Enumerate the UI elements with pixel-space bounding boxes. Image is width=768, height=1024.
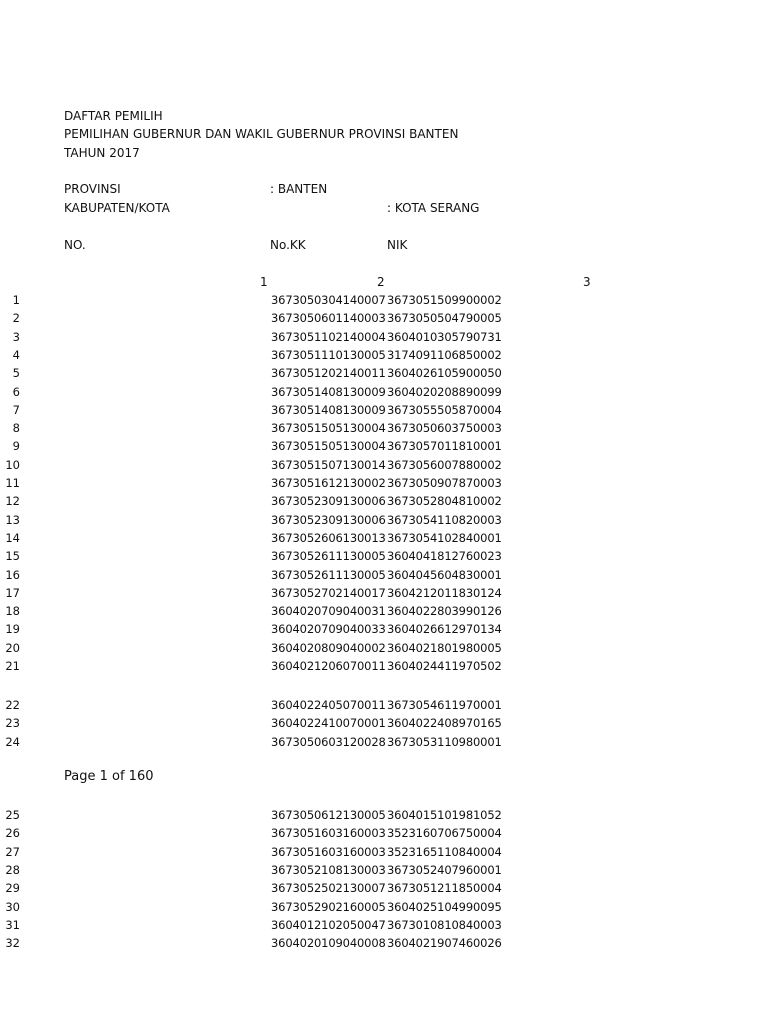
row-number: 11 xyxy=(5,476,20,490)
table-row xyxy=(0,604,520,622)
row-kk: 3604020709040033 xyxy=(271,622,386,637)
row-kk: 3673052902160005 xyxy=(271,899,386,914)
document-subtitle: PEMILIHAN GUBERNUR DAN WAKIL GUBERNUR PROVINSI BANTEN xyxy=(64,127,459,141)
row-number: 28 xyxy=(5,862,20,877)
provinsi-value: : BANTEN xyxy=(270,182,328,196)
row-nik: 3604212011830124 xyxy=(387,585,502,600)
row-kk: 3604022410070001 xyxy=(271,716,386,731)
table-row xyxy=(0,936,520,954)
row-nik: 3604022408970165 xyxy=(387,716,502,731)
row-nik: 3604041812760023 xyxy=(387,549,502,564)
row-number: 5 xyxy=(12,366,20,381)
row-number: 20 xyxy=(5,640,20,655)
table-row xyxy=(0,622,520,640)
row-nik: 3604025104990095 xyxy=(387,899,502,914)
row-nik: 3673055505870004 xyxy=(387,402,502,417)
table-row xyxy=(0,385,520,403)
table-row xyxy=(0,659,520,677)
row-kk: 3673051110130005 xyxy=(271,347,386,362)
row-number: 13 xyxy=(5,512,20,527)
row-kk: 3673052309130006 xyxy=(271,512,386,527)
row-kk: 3673051408130009 xyxy=(271,384,386,399)
column-index-1: 1 xyxy=(260,275,268,289)
table-row xyxy=(0,826,520,844)
row-number: 24 xyxy=(5,734,20,749)
kabupaten-label: KABUPATEN/KOTA xyxy=(64,201,170,215)
row-kk: 3673050612130005 xyxy=(271,808,386,822)
document-title: DAFTAR PEMILIH xyxy=(64,109,163,123)
row-kk: 3673052502130007 xyxy=(271,881,386,896)
table-row xyxy=(0,549,520,567)
table-row xyxy=(0,366,520,384)
row-number: 10 xyxy=(5,457,20,472)
row-kk: 3604012102050047 xyxy=(271,917,386,932)
row-nik: 3673056007880002 xyxy=(387,457,502,472)
table-row xyxy=(0,439,520,457)
table-row xyxy=(0,918,520,936)
row-kk: 3673050603120028 xyxy=(271,734,386,749)
table-row xyxy=(0,403,520,421)
row-number: 3 xyxy=(12,329,20,344)
row-number: 7 xyxy=(12,402,20,417)
table-row xyxy=(0,494,520,512)
row-number: 21 xyxy=(5,659,20,673)
row-number: 17 xyxy=(5,585,20,600)
row-number: 27 xyxy=(5,844,20,859)
row-kk: 3673052611130005 xyxy=(271,549,386,564)
column-header-no: NO. xyxy=(64,238,86,252)
table-row xyxy=(0,641,520,659)
row-number: 22 xyxy=(5,698,20,712)
column-header-kk: No.KK xyxy=(270,238,306,252)
row-kk: 3604021206070011 xyxy=(271,659,386,673)
row-kk: 3673050304140007 xyxy=(271,293,386,307)
row-number: 6 xyxy=(12,384,20,399)
table-row xyxy=(0,568,520,586)
row-number: 18 xyxy=(5,604,20,619)
table-row xyxy=(0,476,520,494)
row-number: 15 xyxy=(5,549,20,564)
row-nik: 3604010305790731 xyxy=(387,329,502,344)
row-nik: 3604021801980005 xyxy=(387,640,502,655)
row-nik: 3604015101981052 xyxy=(387,808,502,822)
row-nik: 3604045604830001 xyxy=(387,567,502,582)
table-row xyxy=(0,881,520,899)
row-kk: 3673052606130013 xyxy=(271,530,386,545)
row-kk: 3604020809040002 xyxy=(271,640,386,655)
row-number: 19 xyxy=(5,622,20,637)
table-row xyxy=(0,900,520,918)
table-row xyxy=(0,311,520,329)
table-row xyxy=(0,863,520,881)
row-number: 14 xyxy=(5,530,20,545)
row-kk: 3673051507130014 xyxy=(271,457,386,472)
row-nik: 3673050907870003 xyxy=(387,476,502,490)
row-nik: 3523160706750004 xyxy=(387,826,502,841)
row-nik: 3673052407960001 xyxy=(387,862,502,877)
column-header-nik: NIK xyxy=(387,238,408,252)
row-kk: 3673051102140004 xyxy=(271,329,386,344)
row-nik: 3604022803990126 xyxy=(387,604,502,619)
table-row xyxy=(0,586,520,604)
column-index-3: 3 xyxy=(583,275,591,289)
row-kk: 3673052108130003 xyxy=(271,862,386,877)
row-number: 23 xyxy=(5,716,20,731)
table-row xyxy=(0,421,520,439)
row-kk: 3673051202140011 xyxy=(271,366,386,381)
row-kk: 3673051612130002 xyxy=(271,476,386,490)
document-year: TAHUN 2017 xyxy=(64,146,140,160)
row-number: 8 xyxy=(12,421,20,436)
row-nik: 3174091106850002 xyxy=(387,347,502,362)
row-number: 29 xyxy=(5,881,20,896)
column-index-2: 2 xyxy=(377,275,385,289)
row-kk: 3673052611130005 xyxy=(271,567,386,582)
row-kk: 3673052702140017 xyxy=(271,585,386,600)
table-row xyxy=(0,716,520,734)
row-number: 12 xyxy=(5,494,20,509)
table-row xyxy=(0,513,520,531)
row-number: 26 xyxy=(5,826,20,841)
table-row xyxy=(0,698,520,716)
row-number: 25 xyxy=(5,808,20,822)
table-row xyxy=(0,845,520,863)
row-kk: 3673052309130006 xyxy=(271,494,386,509)
row-nik: 3673053110980001 xyxy=(387,734,502,749)
row-number: 32 xyxy=(5,936,20,951)
row-kk: 3673051603160003 xyxy=(271,826,386,841)
row-kk: 3604020709040031 xyxy=(271,604,386,619)
row-number: 2 xyxy=(12,311,20,326)
row-nik: 3673051211850004 xyxy=(387,881,502,896)
table-row xyxy=(0,293,520,311)
row-kk: 3673051505130004 xyxy=(271,439,386,454)
table-row xyxy=(0,330,520,348)
row-kk: 3673051603160003 xyxy=(271,844,386,859)
row-nik: 3673057011810001 xyxy=(387,439,502,454)
table-row xyxy=(0,348,520,366)
row-kk: 3604020109040008 xyxy=(271,936,386,951)
page-indicator: Page 1 of 160 xyxy=(64,769,154,784)
table-row xyxy=(0,735,520,753)
kabupaten-value: : KOTA SERANG xyxy=(387,201,480,215)
row-kk: 3673051408130009 xyxy=(271,402,386,417)
table-row xyxy=(0,458,520,476)
row-number: 31 xyxy=(5,917,20,932)
row-number: 30 xyxy=(5,899,20,914)
row-number: 1 xyxy=(12,293,20,307)
row-nik: 3604020208890099 xyxy=(387,384,502,399)
row-nik: 3604026105900050 xyxy=(387,366,502,381)
row-nik: 3604024411970502 xyxy=(387,659,502,673)
row-kk: 3604022405070011 xyxy=(271,698,386,712)
table-row xyxy=(0,531,520,549)
row-nik: 3673054611970001 xyxy=(387,698,502,712)
row-nik: 3673050504790005 xyxy=(387,311,502,326)
row-nik: 3673054110820003 xyxy=(387,512,502,527)
row-number: 9 xyxy=(12,439,20,454)
row-number: 16 xyxy=(5,567,20,582)
row-nik: 3673050603750003 xyxy=(387,421,502,436)
row-nik: 3523165110840004 xyxy=(387,844,502,859)
provinsi-label: PROVINSI xyxy=(64,182,121,196)
row-nik: 3604021907460026 xyxy=(387,936,502,951)
row-nik: 3673052804810002 xyxy=(387,494,502,509)
row-nik: 3673054102840001 xyxy=(387,530,502,545)
row-nik: 3673010810840003 xyxy=(387,917,502,932)
table-row xyxy=(0,808,520,826)
row-kk: 3673051505130004 xyxy=(271,421,386,436)
row-nik: 3673051509900002 xyxy=(387,293,502,307)
row-kk: 3673050601140003 xyxy=(271,311,386,326)
row-number: 4 xyxy=(12,347,20,362)
row-nik: 3604026612970134 xyxy=(387,622,502,637)
